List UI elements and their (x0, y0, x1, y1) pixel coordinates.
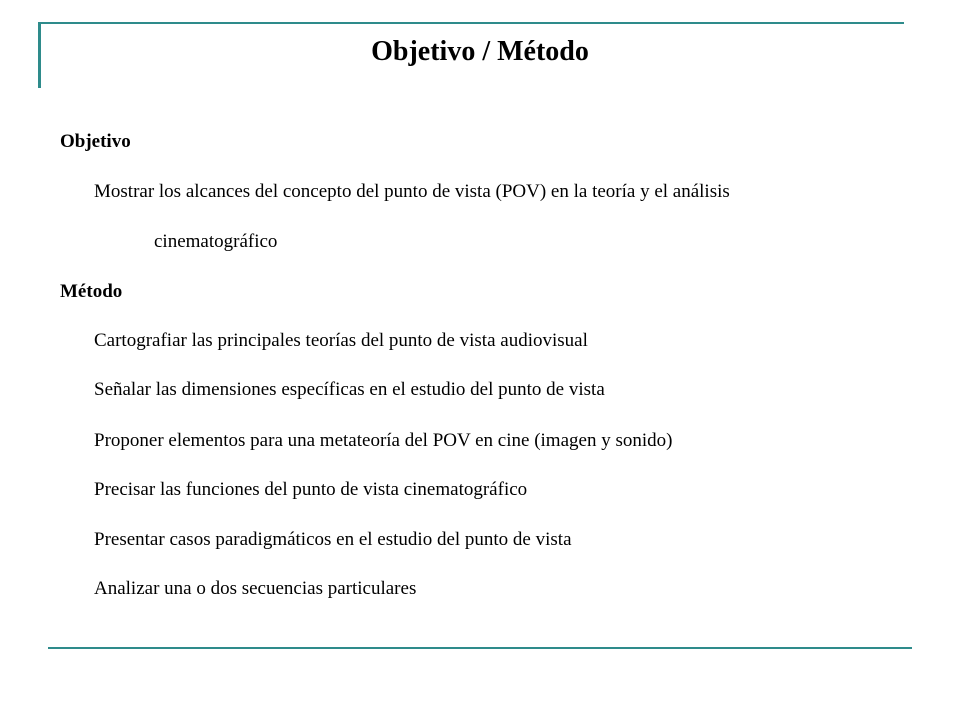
bottom-rule (48, 647, 912, 649)
section-heading-objetivo: Objetivo (60, 131, 131, 152)
top-rule (40, 22, 904, 24)
metodo-item: Analizar una o dos secuencias particulares (94, 578, 417, 599)
metodo-item: Precisar las funciones del punto de vista cinematográfico (94, 479, 528, 500)
metodo-item: Señalar las dimensiones específicas en el estudio del punto de vista (94, 379, 605, 400)
metodo-item: Presentar casos paradigmáticos en el estudio del punto de vista (94, 529, 572, 550)
slide-title: Objetivo / Método (371, 36, 589, 67)
objetivo-line: Mostrar los alcances del concepto del punto de vista (POV) en la teoría y el análisis (94, 181, 730, 202)
metodo-item: Cartografiar las principales teorías del punto de vista audiovisual (94, 330, 588, 351)
metodo-item: Proponer elementos para una metateoría del POV en cine (imagen y sonido) (94, 430, 673, 451)
section-heading-metodo: Método (60, 281, 123, 302)
objetivo-line-continuation: cinematográfico (154, 231, 278, 252)
